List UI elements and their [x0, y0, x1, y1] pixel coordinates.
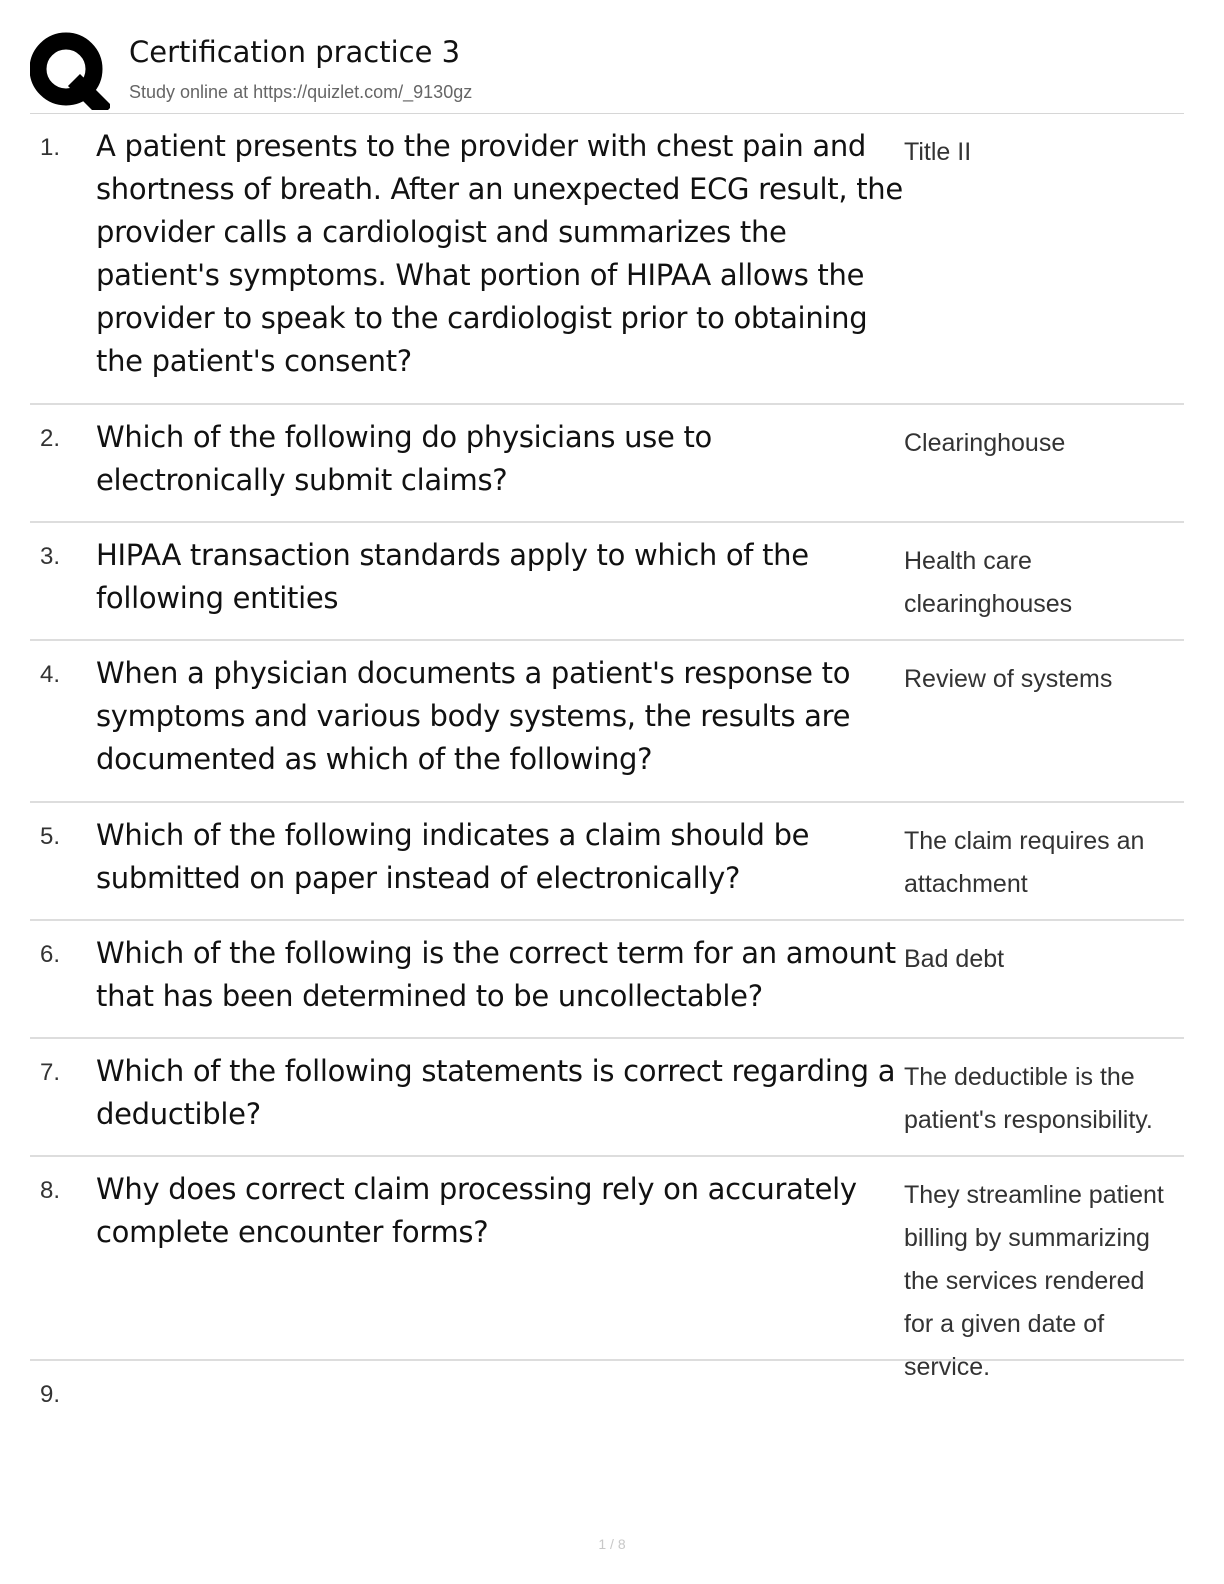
card-answer: Health care clearinghouses — [904, 547, 1073, 618]
flashcard-row — [30, 803, 1184, 921]
card-answer: Title II — [904, 138, 972, 166]
card-answer: Bad debt — [904, 945, 1005, 973]
card-number: 4. — [40, 661, 61, 688]
page-indicator: 1 / 8 — [598, 1536, 626, 1552]
card-answer: They streamline patient billing by summarizing the services rendered for a given date of service. — [904, 1181, 1164, 1381]
card-question: Which of the following is the correct term for an amount that has been determined to be uncollectable? — [96, 936, 896, 1013]
card-number: 5. — [40, 823, 61, 850]
flashcard-row — [30, 1157, 1184, 1381]
card-question: Which of the following do physicians use to electronically submit claims? — [96, 420, 712, 497]
card-number: 2. — [40, 425, 61, 452]
card-question: A patient presents to the provider with chest pain and shortness of breath. After an unexpected ECG result, the provider calls a cardiologist and summarizes the patient's symptoms. What portion of HIPAA allows the provider to speak to the cardiologist prior to obtaining the patient's consent? — [96, 129, 903, 378]
study-online-link[interactable]: Study online at https://quizlet.com/_9130gz — [129, 82, 473, 102]
card-number: 1. — [40, 134, 61, 161]
page-header — [30, 30, 1184, 114]
card-number: 9. — [40, 1381, 61, 1408]
page-title: Certification practice 3 — [129, 35, 461, 69]
card-question: When a physician documents a patient's response to symptoms and various body systems, the results are documented as which of the following? — [96, 656, 851, 776]
card-number: 7. — [40, 1059, 61, 1086]
flashcard-row — [30, 405, 1184, 523]
flashcard-row — [30, 1039, 1184, 1157]
flashcard-row — [30, 523, 1184, 641]
card-answer: The claim requires an attachment — [904, 827, 1145, 898]
card-answer: The deductible is the patient's responsibility. — [904, 1063, 1153, 1134]
card-number: 6. — [40, 941, 61, 968]
card-question: Why does correct claim processing rely on accurately complete encounter forms? — [96, 1172, 857, 1249]
flashcard-list — [30, 114, 1184, 1441]
flashcard-row — [30, 921, 1184, 1039]
card-answer: Review of systems — [904, 665, 1113, 693]
card-question: Which of the following statements is correct regarding a deductible? — [96, 1054, 896, 1131]
card-number: 8. — [40, 1177, 61, 1204]
flashcard-row — [30, 641, 1184, 803]
flashcard-row — [30, 114, 1184, 405]
quizlet-q-logo-icon — [30, 30, 110, 110]
card-number: 3. — [40, 543, 61, 570]
card-question: Which of the following indicates a claim should be submitted on paper instead of electronically? — [96, 818, 810, 895]
card-answer: Clearinghouse — [904, 429, 1066, 457]
card-question: HIPAA transaction standards apply to which of the following entities — [96, 538, 809, 615]
flashcard-row — [30, 1361, 1184, 1441]
